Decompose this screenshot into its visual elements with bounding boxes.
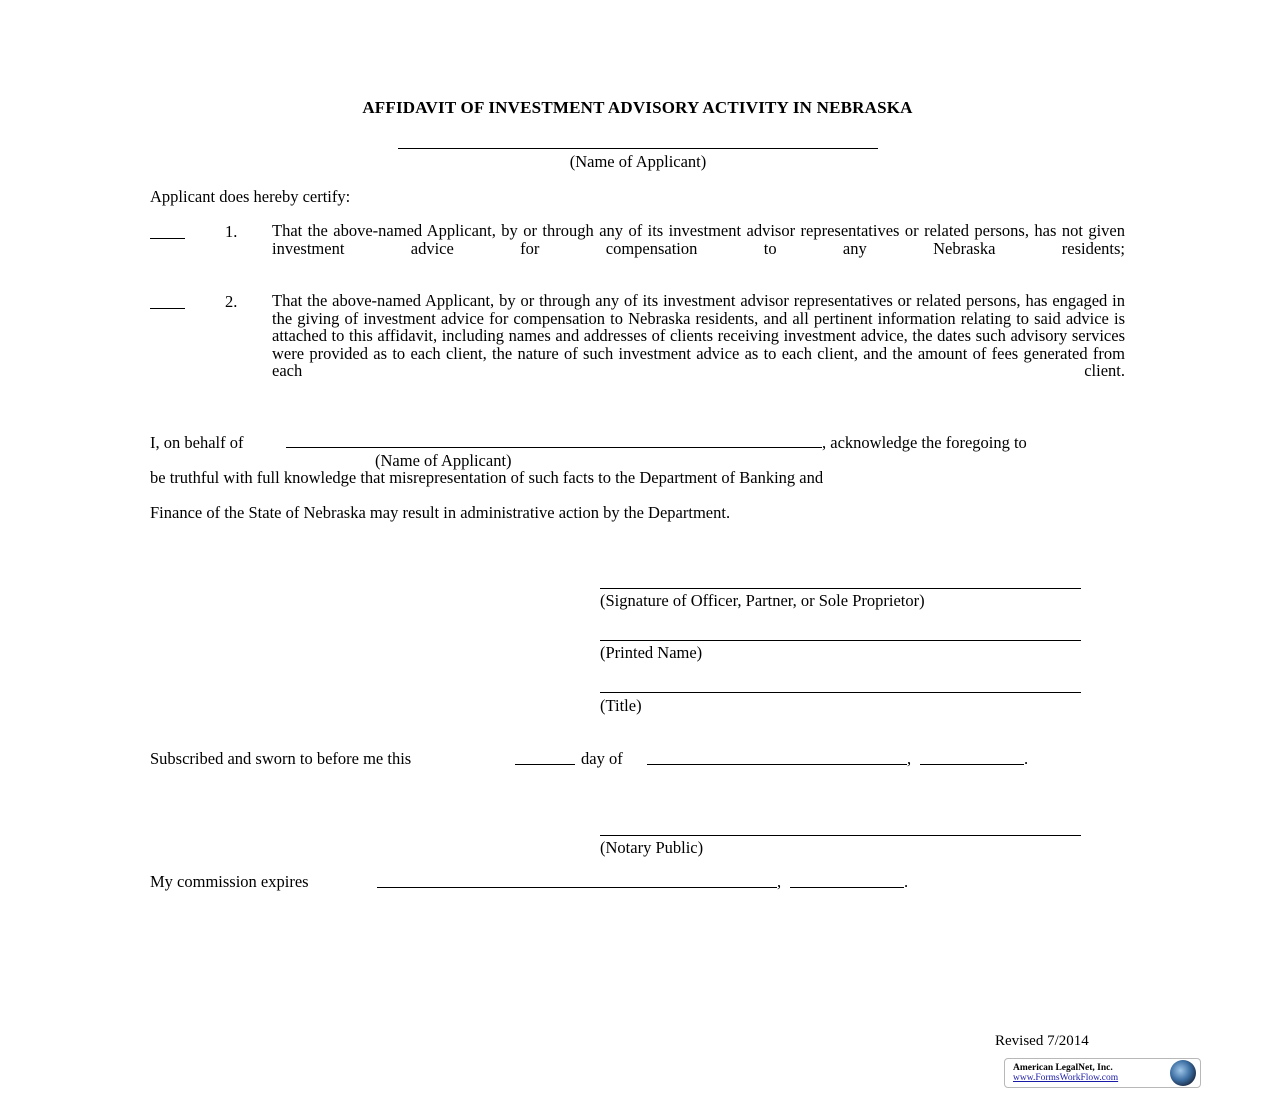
commission-comma: , [777,872,782,891]
sworn-year-field[interactable] [920,764,1024,765]
item-2-text: That the above-named Applicant, by or through any of its investment advisor representatives or related persons, has engaged in the giving of investment advice for compensation to Nebraska residents, and all pertinent information relating to said advice is attached to this affidavit, including names and addresses of clients receiving investment advice, the dates such advisory services were provided as to each client, the nature of such investment advice as to each client, and the amount of fees generated from each client. [272,291,1125,380]
sworn-month-field[interactable] [647,764,907,765]
american-legalnet-badge[interactable] [1004,1058,1201,1088]
globe-logo-icon [1170,1060,1196,1086]
printed-name-label: (Printed Name) [600,643,703,662]
printed-name-field[interactable] [600,640,1081,641]
item-1-number: 1. [225,222,238,241]
sworn-day-field[interactable] [515,764,575,765]
signature-field[interactable] [600,588,1081,589]
commission-prefix: My commission expires [150,872,309,891]
title-field[interactable] [600,692,1081,693]
certify-intro: Applicant does hereby certify: [150,187,351,206]
commission-period: . [904,872,909,891]
applicant-name-label: (Name of Applicant) [569,152,707,171]
ack-suffix: , acknowledge the foregoing to [822,433,1027,452]
sworn-period: . [1024,749,1029,768]
badge-company: American LegalNet, Inc. [1013,1063,1113,1073]
revised-date: Revised 7/2014 [995,1033,1089,1049]
document-title: AFFIDAVIT OF INVESTMENT ADVISORY ACTIVITY IN NEBRASKA [362,98,913,117]
sworn-comma: , [907,749,912,768]
item-2-checkbox-blank[interactable] [150,308,185,309]
notary-signature-field[interactable] [600,835,1081,836]
commission-year-field[interactable] [790,887,904,888]
notary-label: (Notary Public) [600,838,704,857]
applicant-name-field[interactable] [398,148,878,149]
ack-line-2: be truthful with full knowledge that misrepresentation of such facts to the Department of Banking and [150,468,824,487]
ack-name-label: (Name of Applicant) [375,451,512,470]
commission-date-field[interactable] [377,887,777,888]
ack-line-3: Finance of the State of Nebraska may result in administrative action by the Department. [150,503,731,522]
sworn-day-of: day of [581,749,623,768]
item-1-checkbox-blank[interactable] [150,238,185,239]
signature-label: (Signature of Officer, Partner, or Sole Proprietor) [600,591,925,610]
sworn-prefix: Subscribed and sworn to before me this [150,749,412,768]
title-label: (Title) [600,696,642,715]
badge-url-link[interactable]: www.FormsWorkFlow.com [1013,1073,1119,1083]
item-1-text: That the above-named Applicant, by or through any of its investment advisor representatives or related persons, has not given investment advice for compensation to any Nebraska residents; [272,221,1125,258]
ack-prefix: I, on behalf of [150,433,244,452]
item-2-number: 2. [225,292,238,311]
ack-applicant-name-field[interactable] [286,447,822,448]
